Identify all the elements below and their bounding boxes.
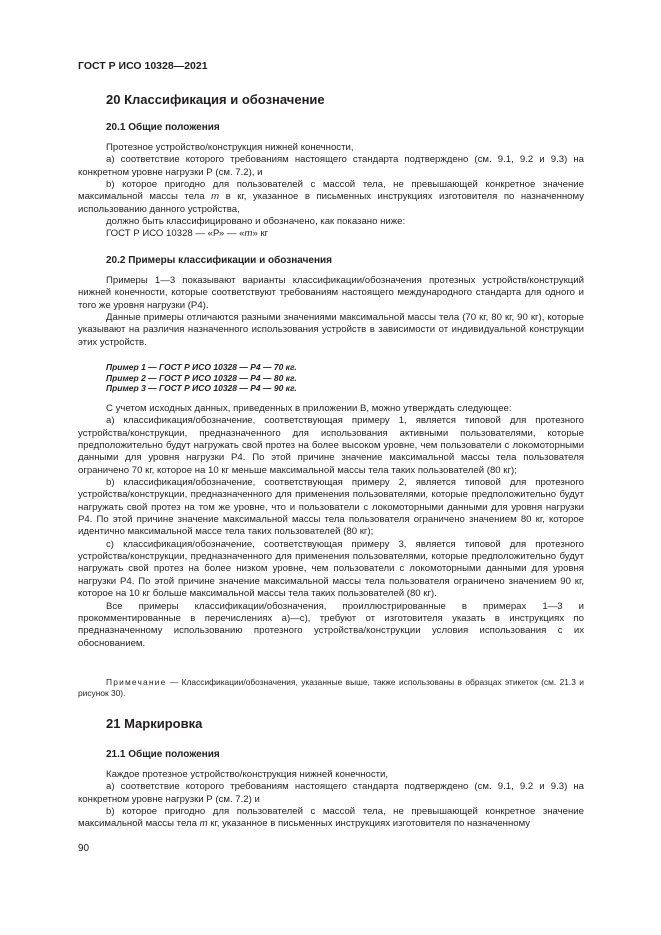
list-item-a: a) классификация/обозначение, соответствующая примеру 1, является типовой для протезного устройства/конструкции, предназначенного для использования активными пользователями, которые предположительно будут нагружать свой протез на более высоком уровне, чем пользователи с локомоторными данными для уровня нагрузки Р4. По этой причине значение максимальной массы тела пользователя ограничено 70 кг, которое на 10 кг меньше максимальной массы тела таких пользователей (80 кг); xyxy=(78,415,584,476)
paragraph: Протезное устройство/конструкция нижней конечности, xyxy=(106,142,354,153)
example-1: Пример 1 — ГОСТ Р ИСО 10328 — Р4 — 70 кг. xyxy=(106,362,297,372)
designation-formula: ГОСТ Р ИСО 10328 — «Р» — «m» кг xyxy=(106,228,269,240)
subsection-20-2-body xyxy=(78,403,584,650)
list-item-c: c) классификация/обозначение, соответствующая примеру 3, является типовой для протезного устройства/конструкции, предназначенного для применения пользователями, которые предположительно будут нагружать свой протез на более низком уровне, чем пользователи с локомоторными данными для уровня нагрузки Р4. По этой причине значение максимальной массы тела пользователя ограничено значением 90 кг, которое на 10 кг больше максимальной массы тела таких пользователей (80 кг). xyxy=(78,538,584,600)
paragraph: Все примеры классификации/обозначения, проиллюстрированные в примерах 1—3 и прокомментированные в перечислениях а)—с), требуют от изготовителя указать в инструкциях по предназначенному использованию протезного устройства/конструкции условия использования с их обоснованием. xyxy=(78,600,584,649)
list-item-b: b) которое пригодно для пользователей с массой тела, не превышающей конкретное значение максимальной массы тела m кг, указанное в письменных инструкциях изготовителя по назначенному xyxy=(78,806,584,830)
note-label: Примечание xyxy=(106,677,167,687)
subsection-21-1-body xyxy=(78,769,584,831)
note xyxy=(78,677,584,699)
page-number: 90 xyxy=(78,843,90,854)
paragraph: Данные примеры отличаются разными значениями максимальной массы тела (70 кг, 80 кг, 90 кг), которые указывают на различия назначенного использования устройств в зависимости от индивидуальной конструкции этих устройств. xyxy=(78,312,584,348)
list-item-b: b) которое пригодно для пользователей с массой тела, не превышающей конкретное значение максимальной массы тела m в кг, указанное в письменных инструкциях изготовителя по назначенному использованию данного устройства, xyxy=(78,179,584,215)
document-header: ГОСТ Р ИСО 10328—2021 xyxy=(78,60,208,72)
subsection-20-2-title: 20.2 Примеры классификации и обозначения xyxy=(106,255,332,266)
subsection-20-2-intro xyxy=(78,275,584,349)
paragraph: должно быть классифицировано и обозначено, как показано ниже: xyxy=(106,216,406,228)
example-2: Пример 2 — ГОСТ Р ИСО 10328 — Р4 — 80 кг. xyxy=(106,372,297,383)
subsection-21-1-title: 21.1 Общие положения xyxy=(106,749,220,760)
subsection-20-1-body xyxy=(78,142,584,241)
subsection-20-1-title: 20.1 Общие положения xyxy=(106,122,220,133)
paragraph: Каждое протезное устройство/конструкция нижней конечности, xyxy=(106,769,389,780)
paragraph: С учетом исходных данных, приведенных в приложении В, можно утверждать следующее: xyxy=(106,403,512,414)
paragraph: Примеры 1—3 показывают варианты классификации/обозначения протезных устройств/конструкций нижней конечности, которые соответствуют требованиям настоящего международного стандарта для одного и того же уровня нагрузки (Р4). xyxy=(78,275,584,311)
note-text: — Классификации/обозначения, указанные выше, также использованы в образцах этикеток (см. 21.3 и рисунок 30). xyxy=(78,677,584,698)
section-20-title: 20 Классификация и обозначение xyxy=(106,92,325,107)
list-item-b: b) классификация/обозначение, соответствующая примеру 2, является типовой для протезного устройства/конструкции, предназначенного для применения пользователями, которые предположительно будут нагружать свой протез на том же уровне, что и пользователи с локомоторными данными для уровня нагрузки Р4. По этой причине значение максимальной массы тела пользователя ограничено значением 80 кг, которое идентично максимальной массе тела таких пользователей (80 кг); xyxy=(78,477,584,538)
example-3: Пример 3 — ГОСТ Р ИСО 10328 — Р4 — 90 кг. xyxy=(106,383,297,394)
section-21-title: 21 Маркировка xyxy=(106,716,203,731)
examples-list xyxy=(106,362,297,394)
list-item-a: a) соответствие которого требованиям настоящего стандарта подтверждено (см. 9.1, 9.2 и 9.3) на конкретном уровне нагрузки Р (см. 7.2), и xyxy=(78,154,584,178)
list-item-a: a) соответствие которого требованиям настоящего стандарта подтверждено (см. 9.1, 9.2 и 9.3) на конкретном уровне нагрузки Р (см. 7.2) и xyxy=(78,781,584,805)
